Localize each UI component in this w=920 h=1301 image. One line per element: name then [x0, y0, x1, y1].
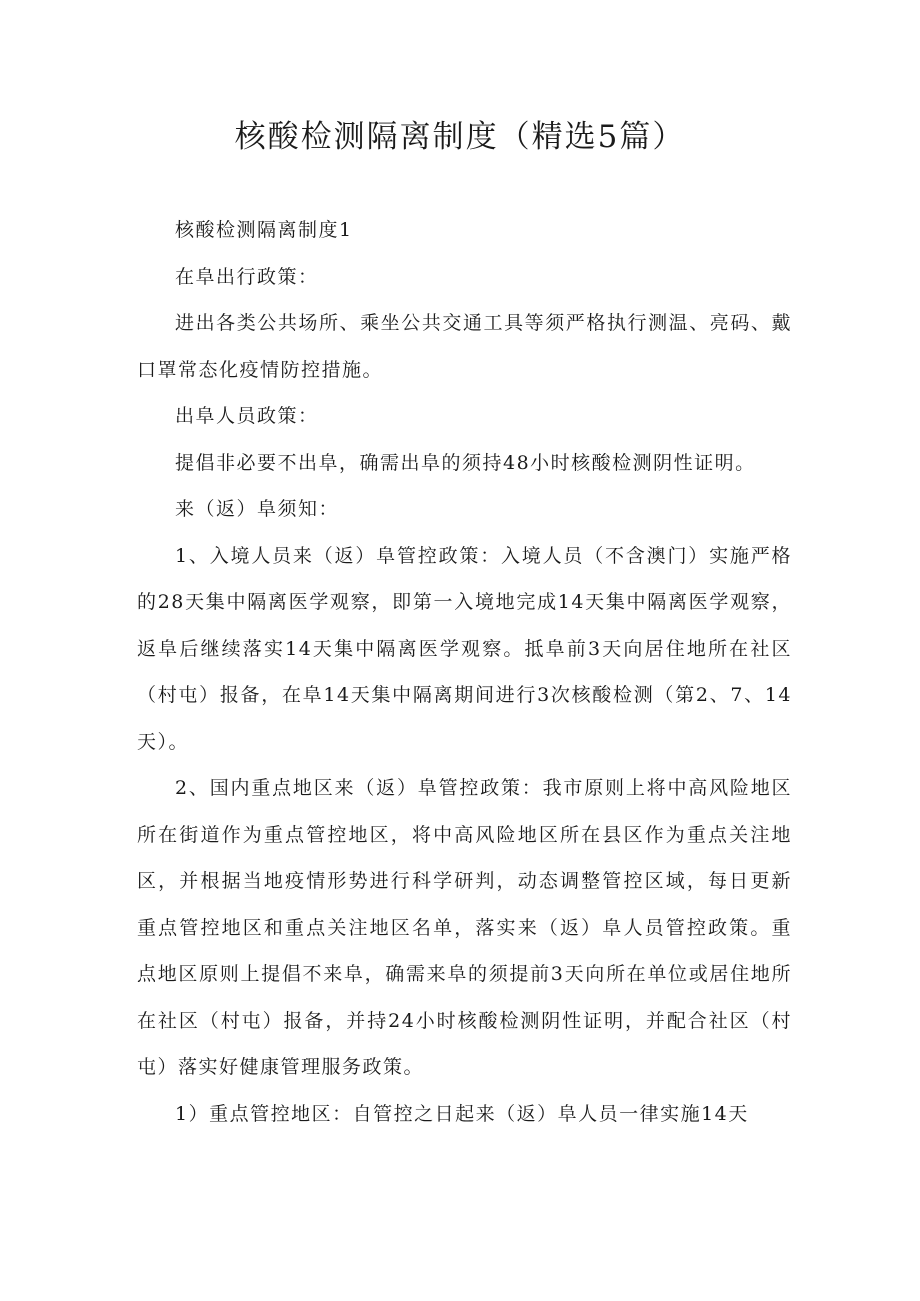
document-body [137, 207, 792, 1137]
paragraph-travel-policy: 进出各类公共场所、乘坐公共交通工具等须严格执行测温、亮码、戴口罩常态化疫情防控措施。 [137, 312, 792, 381]
section-heading: 核酸检测隔离制度1 [175, 219, 353, 241]
paragraph-domestic-policy: 2、国内重点地区来（返）阜管控政策：我市原则上将中高风险地区所在街道作为重点管控地区，将中高风险地区所在县区作为重点关注地区，并根据当地疫情形势进行科学研判，动态调整管控区域，每日更新重点管控地区和重点关注地区名单，落实来（返）阜人员管控政策。重点地区原则上提倡不来阜，确需来阜的须提前3天向所在单位或居住地所在社区（村屯）报备，并持24小时核酸检测阴性证明，并配合社区（村屯）落实好健康管理服务政策。 [137, 777, 792, 1078]
paragraph-arrival-notice-label: 来（返）阜须知： [175, 498, 340, 520]
paragraph-departure-policy-label: 出阜人员政策： [175, 405, 319, 427]
paragraph-inbound-policy: 1、入境人员来（返）阜管控政策：入境人员（不含澳门）实施严格的28天集中隔离医学观察，即第一入境地完成14天集中隔离医学观察，返阜后继续落实14天集中隔离医学观察。抵阜前3天向居住地所在社区（村屯）报备，在阜14天集中隔离期间进行3次核酸检测（第2、7、14天）。 [137, 544, 792, 753]
paragraph-key-control-areas: 1）重点管控地区：自管控之日起来（返）阜人员一律实施14天 [175, 1102, 749, 1125]
paragraph-travel-policy-label: 在阜出行政策： [175, 265, 319, 288]
paragraph-departure-policy: 提倡非必要不出阜，确需出阜的须持48小时核酸检测阴性证明。 [175, 451, 756, 474]
document-title: 核酸检测隔离制度（精选5篇） [234, 119, 686, 155]
